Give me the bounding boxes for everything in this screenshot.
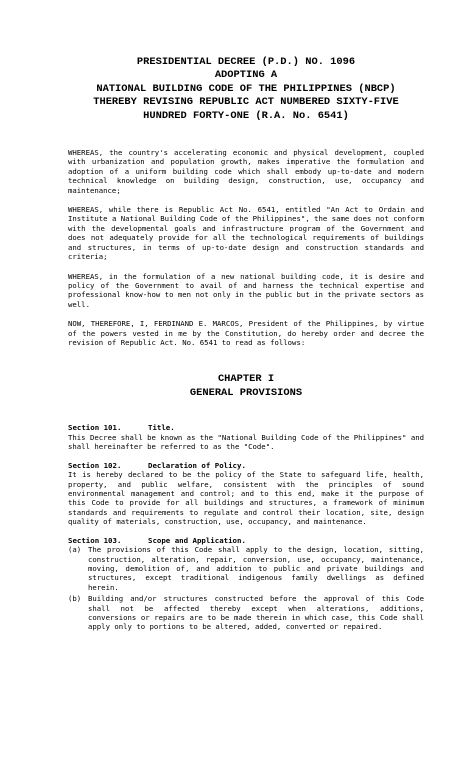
section-number: Section 103. [68,535,122,545]
section-body: This Decree shall be known as the "National Building Code of the Philippines" and shall hereinafter be referred to as the "Code". [68,432,424,452]
section-number: Section 101. [68,423,122,433]
section-101 [68,423,424,451]
whereas-clause: WHEREAS, the country's accelerating economic and physical development, coupled with urbanization and population growth, makes imperative the formulation and adoption of a uniform building code which shall embody up-to-date and modern technical knowledge on building design, construction, use, occupancy and maintenance; [68,148,424,195]
title-line: PRESIDENTIAL DECREE (P.D.) NO. 1096 [136,56,356,68]
decree-title [68,56,424,123]
preamble [68,148,424,347]
item-text: The provisions of this Code shall apply to the design, location, sitting, construction, alteration, repair, conversion, use, occupancy, maintenance, moving, demolition of, and addition to public and private buildings and structures, except traditional indigenous family dwellings as defined herein. [88,545,424,592]
section-103 [68,536,424,632]
chapter-number: CHAPTER I [217,373,275,386]
list-item [68,545,424,592]
section-number: Section 102. [68,460,122,470]
section-title: Scope and Application. [148,535,246,545]
chapter-title: GENERAL PROVISIONS [189,386,303,399]
section-title: Title. [148,423,175,433]
item-marker: (b) [68,594,82,604]
section-heading [68,423,424,433]
section-102 [68,461,424,527]
enacting-clause: NOW, THEREFORE, I, FERDINAND E. MARCOS, President of the Philippines, by virtue of the powers vested in me by the Constitution, do hereby order and decree the revision of Republic Act. No. 6541 to read as follows: [68,319,424,347]
item-text: Building and/or structures constructed before the approval of this Code shall not be affected thereby except when alterations, additions, conversions or repairs are to be made therein in which case, this Code shall apply only to portions to be altered, added, converted or repaired. [88,594,424,632]
whereas-clause: WHEREAS, while there is Republic Act No. 6541, entitled "An Act to Ordain and Institute a National Building Code of the Philippines", the same does not conform with the developmental goals and infrastructure program of the Government and does not adequately provide for all the technological requirements of buildings and structures, in terms of up-to-date design and construction standards and criteria; [68,205,424,262]
section-title: Declaration of Policy. [148,460,246,470]
item-marker: (a) [68,545,82,555]
section-heading [68,461,424,471]
title-line: HUNDRED FORTY-ONE (R.A. No. 6541) [143,109,349,122]
list-item [68,594,424,632]
title-line: ADOPTING A [214,69,278,82]
section-body: It is hereby declared to be the policy of the State to safeguard life, health, property, and public welfare, consistent with the principles of sound environmental management and control; and to this end, make it the purpose of this Code to provide for all buildings and structures, a framework of minimum standards and requirements to regulate and control their location, site, design quality of materials, construction, use, occupancy, and maintenance. [68,470,424,527]
title-line: NATIONAL BUILDING CODE OF THE PHILIPPINES (NBCP) [96,82,396,95]
whereas-clause: WHEREAS, in the formulation of a new national building code, it is desire and policy of the Government to avail of and harness the technical expertise and professional know-how to men not only in the public but in the private sectors as well. [68,271,424,309]
section-heading [68,536,424,546]
chapter-heading [68,373,424,400]
title-line: THEREBY REVISING REPUBLIC ACT NUMBERED SIXTY-FIVE [93,96,399,109]
